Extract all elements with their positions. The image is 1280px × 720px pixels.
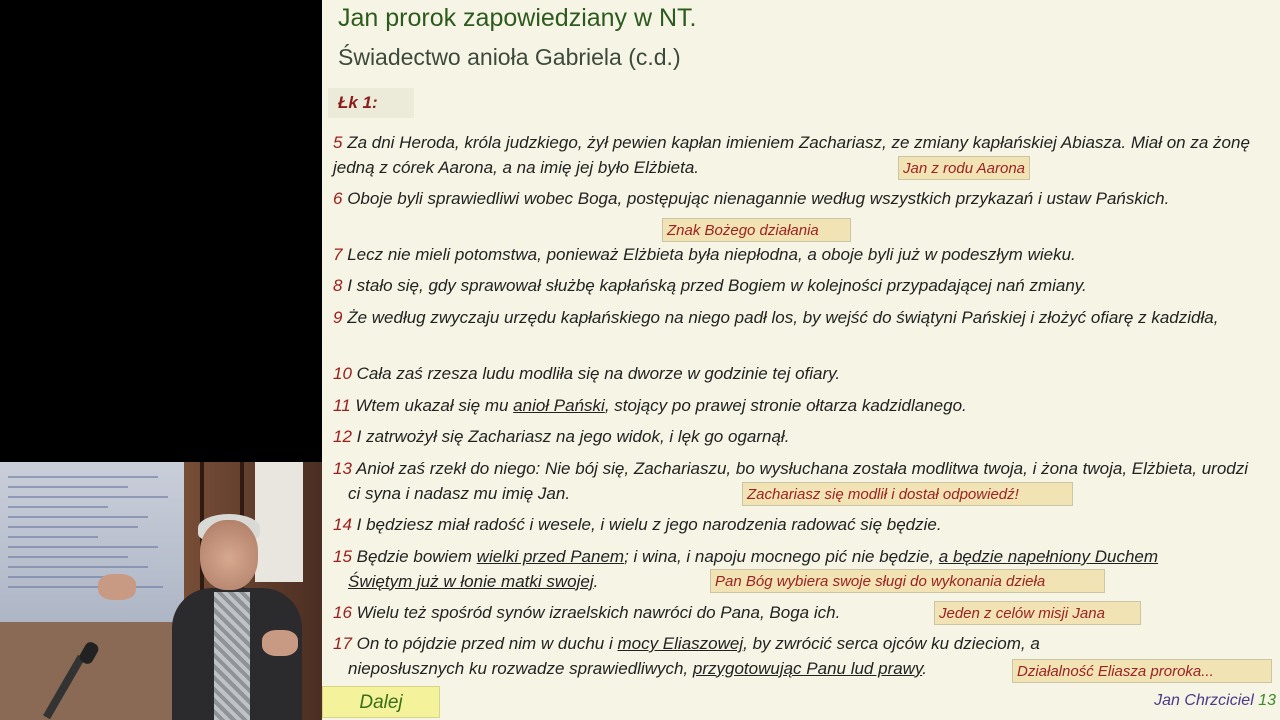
speaker-video [0, 462, 322, 720]
page-number: 13 [1258, 692, 1276, 709]
window [255, 462, 303, 582]
note-sign: Znak Bożego działania [662, 218, 851, 242]
verse-8: 8 I stało się, gdy sprawował służbę kapłańską przed Bogiem w kolejności przypadającej nań zmiany. [333, 276, 1087, 295]
note-elijah: Działalność Eliasza proroka... [1012, 659, 1272, 683]
verse-9: 9 Że według zwyczaju urzędu kapłańskiego na niego padł los, by wejść do świątyni Pańskiej i złożyć ofiarę z kadzidła, [333, 308, 1219, 327]
speaker-hand [98, 574, 136, 600]
speaker-hand [262, 630, 298, 656]
verse-5: 5 Za dni Heroda, króla judzkiego, żył pewien kapłan imieniem Zachariasz, ze zmiany kapłańskiej Abiasza. Miał on za żonę jedną z córek Aarona, a na imię jej było Elżbieta. [333, 133, 1250, 177]
footer-title: Jan Chrzciciel [1154, 692, 1254, 709]
note-servants: Pan Bóg wybiera swoje sługi do wykonania dzieła [710, 569, 1105, 593]
speaker-head [200, 520, 258, 590]
note-aaron: Jan z rodu Aarona [898, 156, 1030, 180]
verse-13: 13 Anioł zaś rzekł do niego: Nie bój się, Zachariaszu, bo wysłuchana została modlitwa twoja, i żona twoja, Elżbieta, urodzi ci syna i nadasz mu imię Jan. [333, 459, 1249, 503]
verse-6: 6 Oboje byli sprawiedliwi wobec Boga, postępując nienagannie według wszystkich przykazań i ustaw Pańskich. [333, 189, 1170, 208]
presentation-slide [322, 0, 1280, 720]
verse-10: 10 Cała zaś rzesza ludu modliła się na dworze w godzinie tej ofiary. [333, 364, 841, 383]
verse-11: 11 Wtem ukazał się mu anioł Pański, stojący po prawej stronie ołtarza kadzidlanego. [333, 396, 967, 415]
floor [0, 622, 184, 720]
projection-screen [0, 462, 184, 622]
note-mission: Jeden z celów misji Jana [934, 601, 1141, 625]
verse-12: 12 I zatrwożył się Zachariasz na jego widok, i lęk go ogarnął. [333, 427, 790, 446]
verse-16: 16 Wielu też spośród synów izraelskich nawróci do Pana, Boga ich. [333, 603, 841, 622]
scripture-reference: Łk 1: [328, 88, 414, 118]
next-button[interactable]: Dalej [322, 686, 440, 718]
verse-15: 15 Będzie bowiem wielki przed Panem; i wina, i napoju mocnego pić nie będzie, a będzie napełniony Duchem Świętym już w łonie matki swojej. [333, 547, 1159, 591]
slide-title: Jan prorok zapowiedziany w NT. [338, 4, 697, 32]
speaker-shirt [214, 592, 250, 720]
note-prayer: Zachariasz się modlił i dostał odpowiedź! [742, 482, 1073, 506]
footer [1154, 692, 1276, 710]
verse-14: 14 I będziesz miał radość i wesele, i wielu z jego narodzenia radować się będzie. [333, 515, 942, 534]
verse-7: 7 Lecz nie mieli potomstwa, ponieważ Elżbieta była niepłodna, a oboje byli już w podeszłym wieku. [333, 245, 1076, 264]
verse-17: 17 On to pójdzie przed nim w duchu i mocy Eliaszowej, by zwrócić serca ojców ku dzieciom, a nieposłusznych ku rozwadze sprawiedliwych, przygotowując Panu lud prawy. [333, 634, 1040, 678]
slide-subtitle: Świadectwo anioła Gabriela (c.d.) [338, 44, 681, 70]
